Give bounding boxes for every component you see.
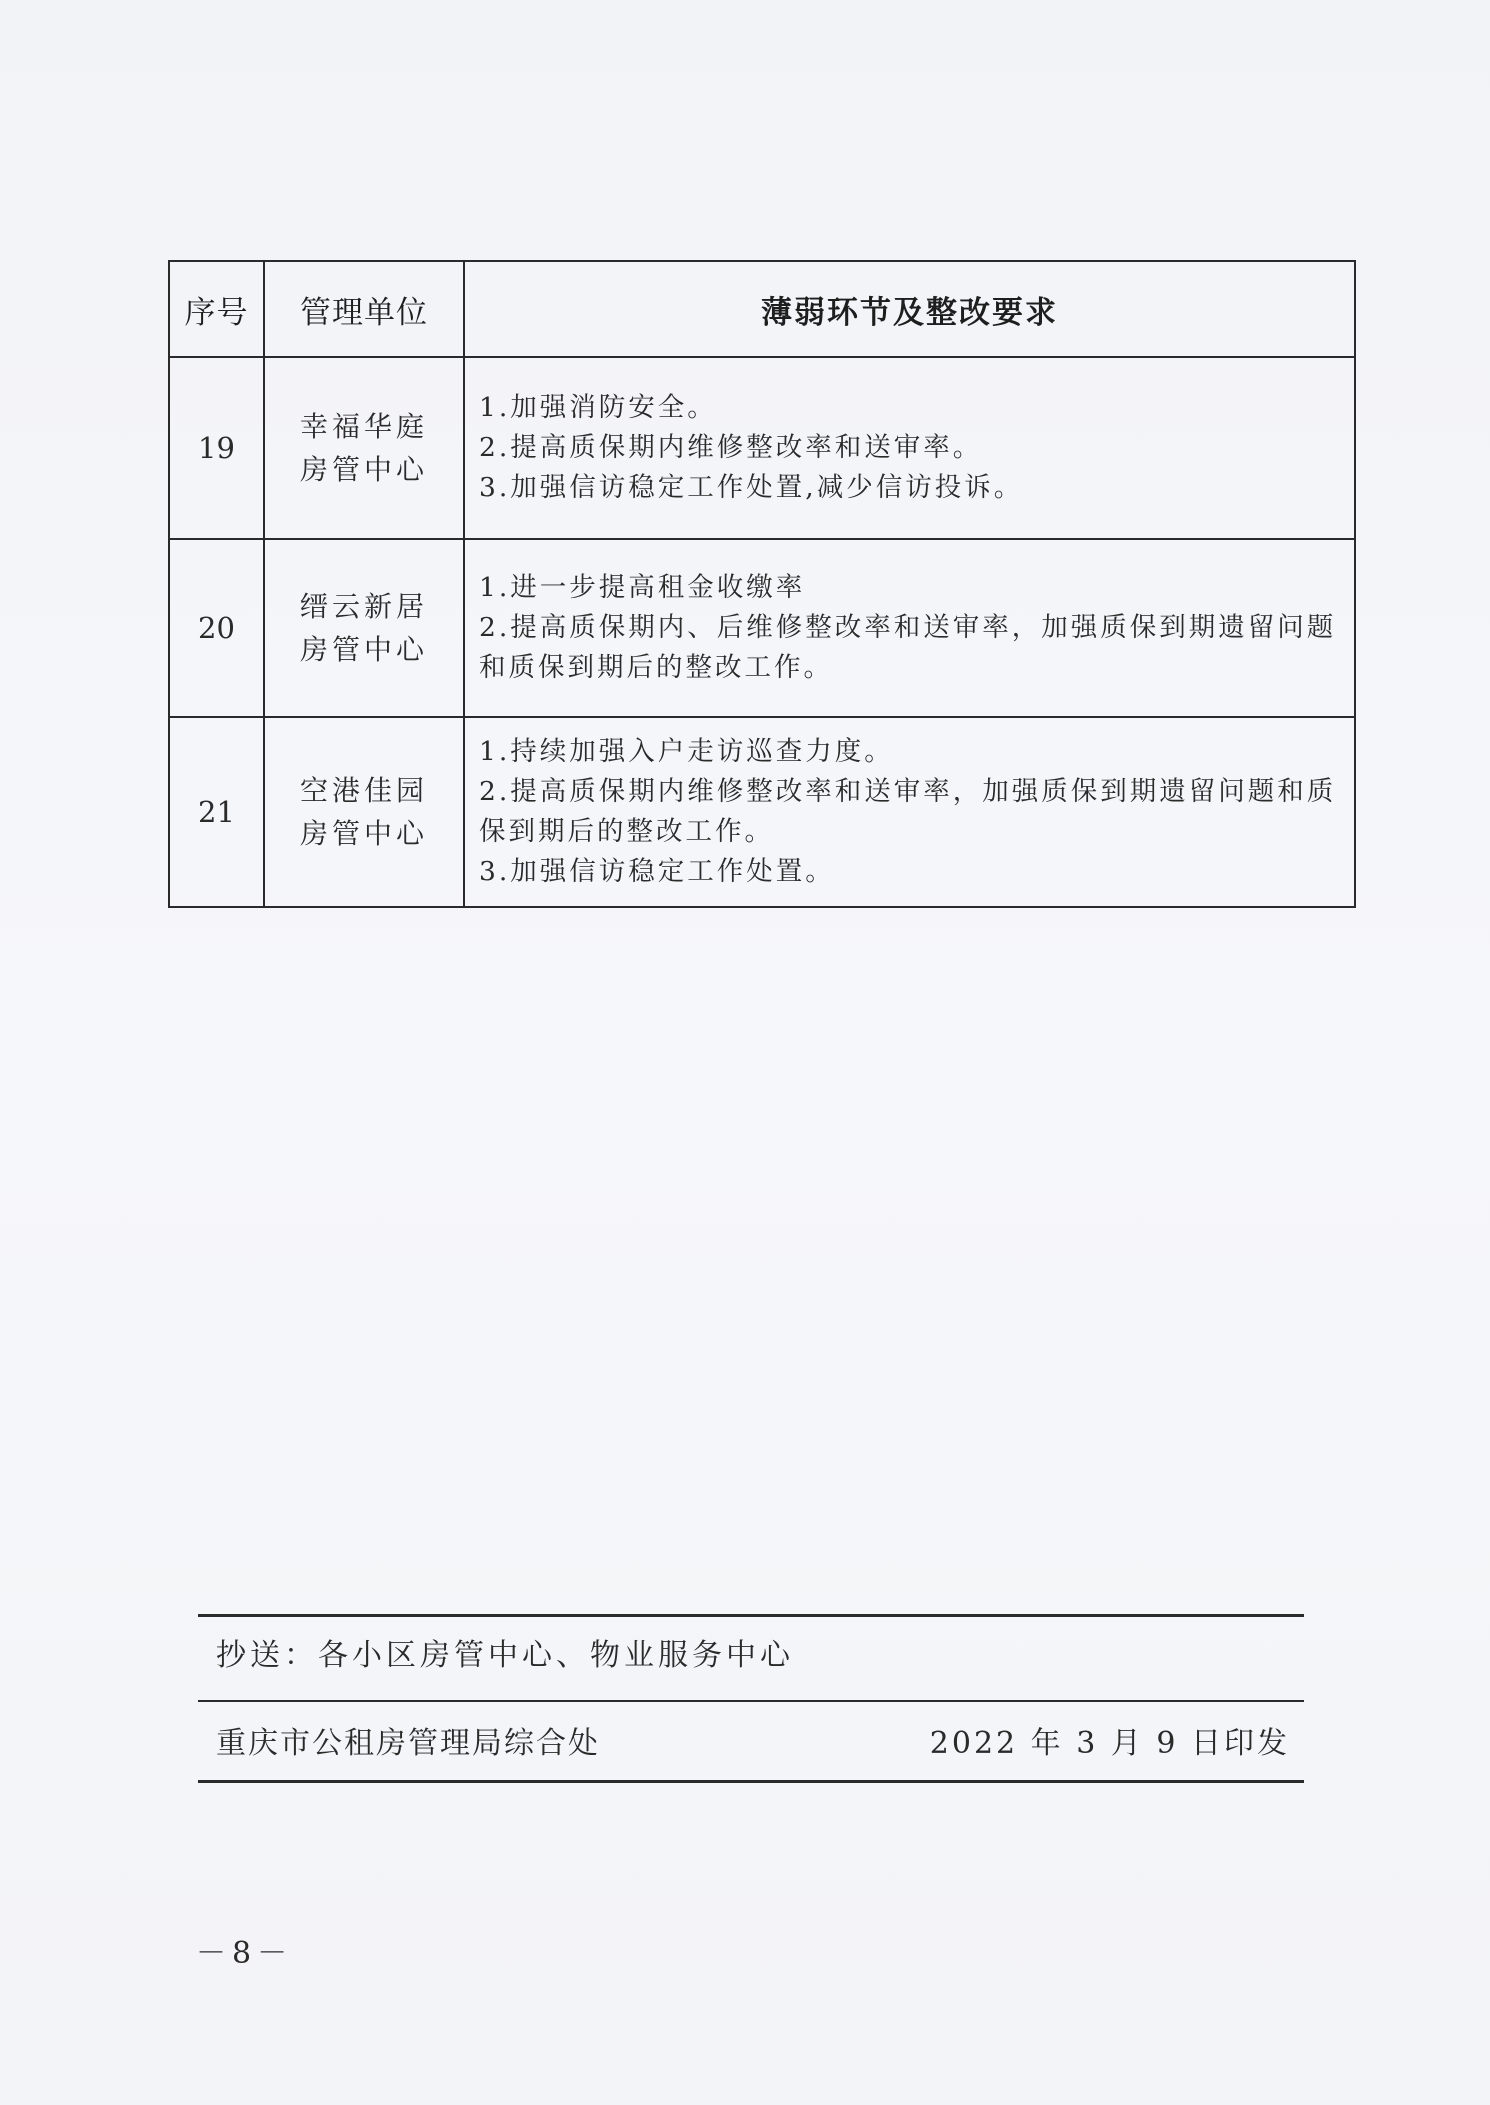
table-row bbox=[169, 717, 1355, 907]
header-unit: 管理单位 bbox=[264, 261, 464, 357]
table-row bbox=[169, 357, 1355, 539]
header-index: 序号 bbox=[169, 261, 264, 357]
requirement-item: 2.提高质保期内、后维修整改率和送审率，加强质保到期遗留问题和质保到期后的整改工作。 bbox=[479, 612, 1337, 683]
table-row bbox=[169, 539, 1355, 717]
unit-type: 房管中心 bbox=[299, 817, 428, 850]
unit-name: 缙云新居 bbox=[299, 590, 428, 623]
row-requirements bbox=[464, 357, 1355, 539]
footer-bottom-rule bbox=[198, 1780, 1304, 1783]
requirement-item: 2.提高质保期内维修整改率和送审率。 bbox=[479, 432, 983, 463]
row-unit bbox=[264, 357, 464, 539]
header-requirements: 薄弱环节及整改要求 bbox=[464, 261, 1355, 357]
requirement-item: 3.加强信访稳定工作处置。 bbox=[479, 856, 835, 887]
row-requirements bbox=[464, 539, 1355, 717]
cc-recipients: 抄送：各小区房管中心、物业服务中心 bbox=[216, 1638, 794, 1673]
row-requirements bbox=[464, 717, 1355, 907]
unit-type: 房管中心 bbox=[299, 633, 428, 666]
unit-name: 幸福华庭 bbox=[299, 410, 428, 443]
requirement-item: 1.持续加强入户走访巡查力度。 bbox=[479, 736, 894, 767]
unit-name: 空港佳园 bbox=[299, 774, 428, 807]
footer-top-rule bbox=[198, 1614, 1304, 1617]
issuing-office: 重庆市公租房管理局综合处 bbox=[216, 1726, 600, 1761]
row-unit bbox=[264, 717, 464, 907]
requirement-item: 1.进一步提高租金收缴率 bbox=[479, 572, 806, 603]
footer-middle-rule bbox=[198, 1700, 1304, 1702]
requirement-item: 3.加强信访稳定工作处置,减少信访投诉。 bbox=[479, 472, 1024, 503]
row-index: 20 bbox=[169, 539, 264, 717]
unit-type: 房管中心 bbox=[299, 453, 428, 486]
page-number: －8－ bbox=[196, 1936, 294, 1971]
table-header-row bbox=[169, 261, 1355, 357]
requirement-item: 1.加强消防安全。 bbox=[479, 392, 717, 423]
row-index: 21 bbox=[169, 717, 264, 907]
row-unit bbox=[264, 539, 464, 717]
requirement-item: 2.提高质保期内维修整改率和送审率，加强质保到期遗留问题和质保到期后的整改工作。 bbox=[479, 776, 1337, 847]
rectification-table bbox=[168, 260, 1356, 908]
row-index: 19 bbox=[169, 357, 264, 539]
print-date: 2022 年 3 月 9 日印发 bbox=[929, 1726, 1290, 1761]
